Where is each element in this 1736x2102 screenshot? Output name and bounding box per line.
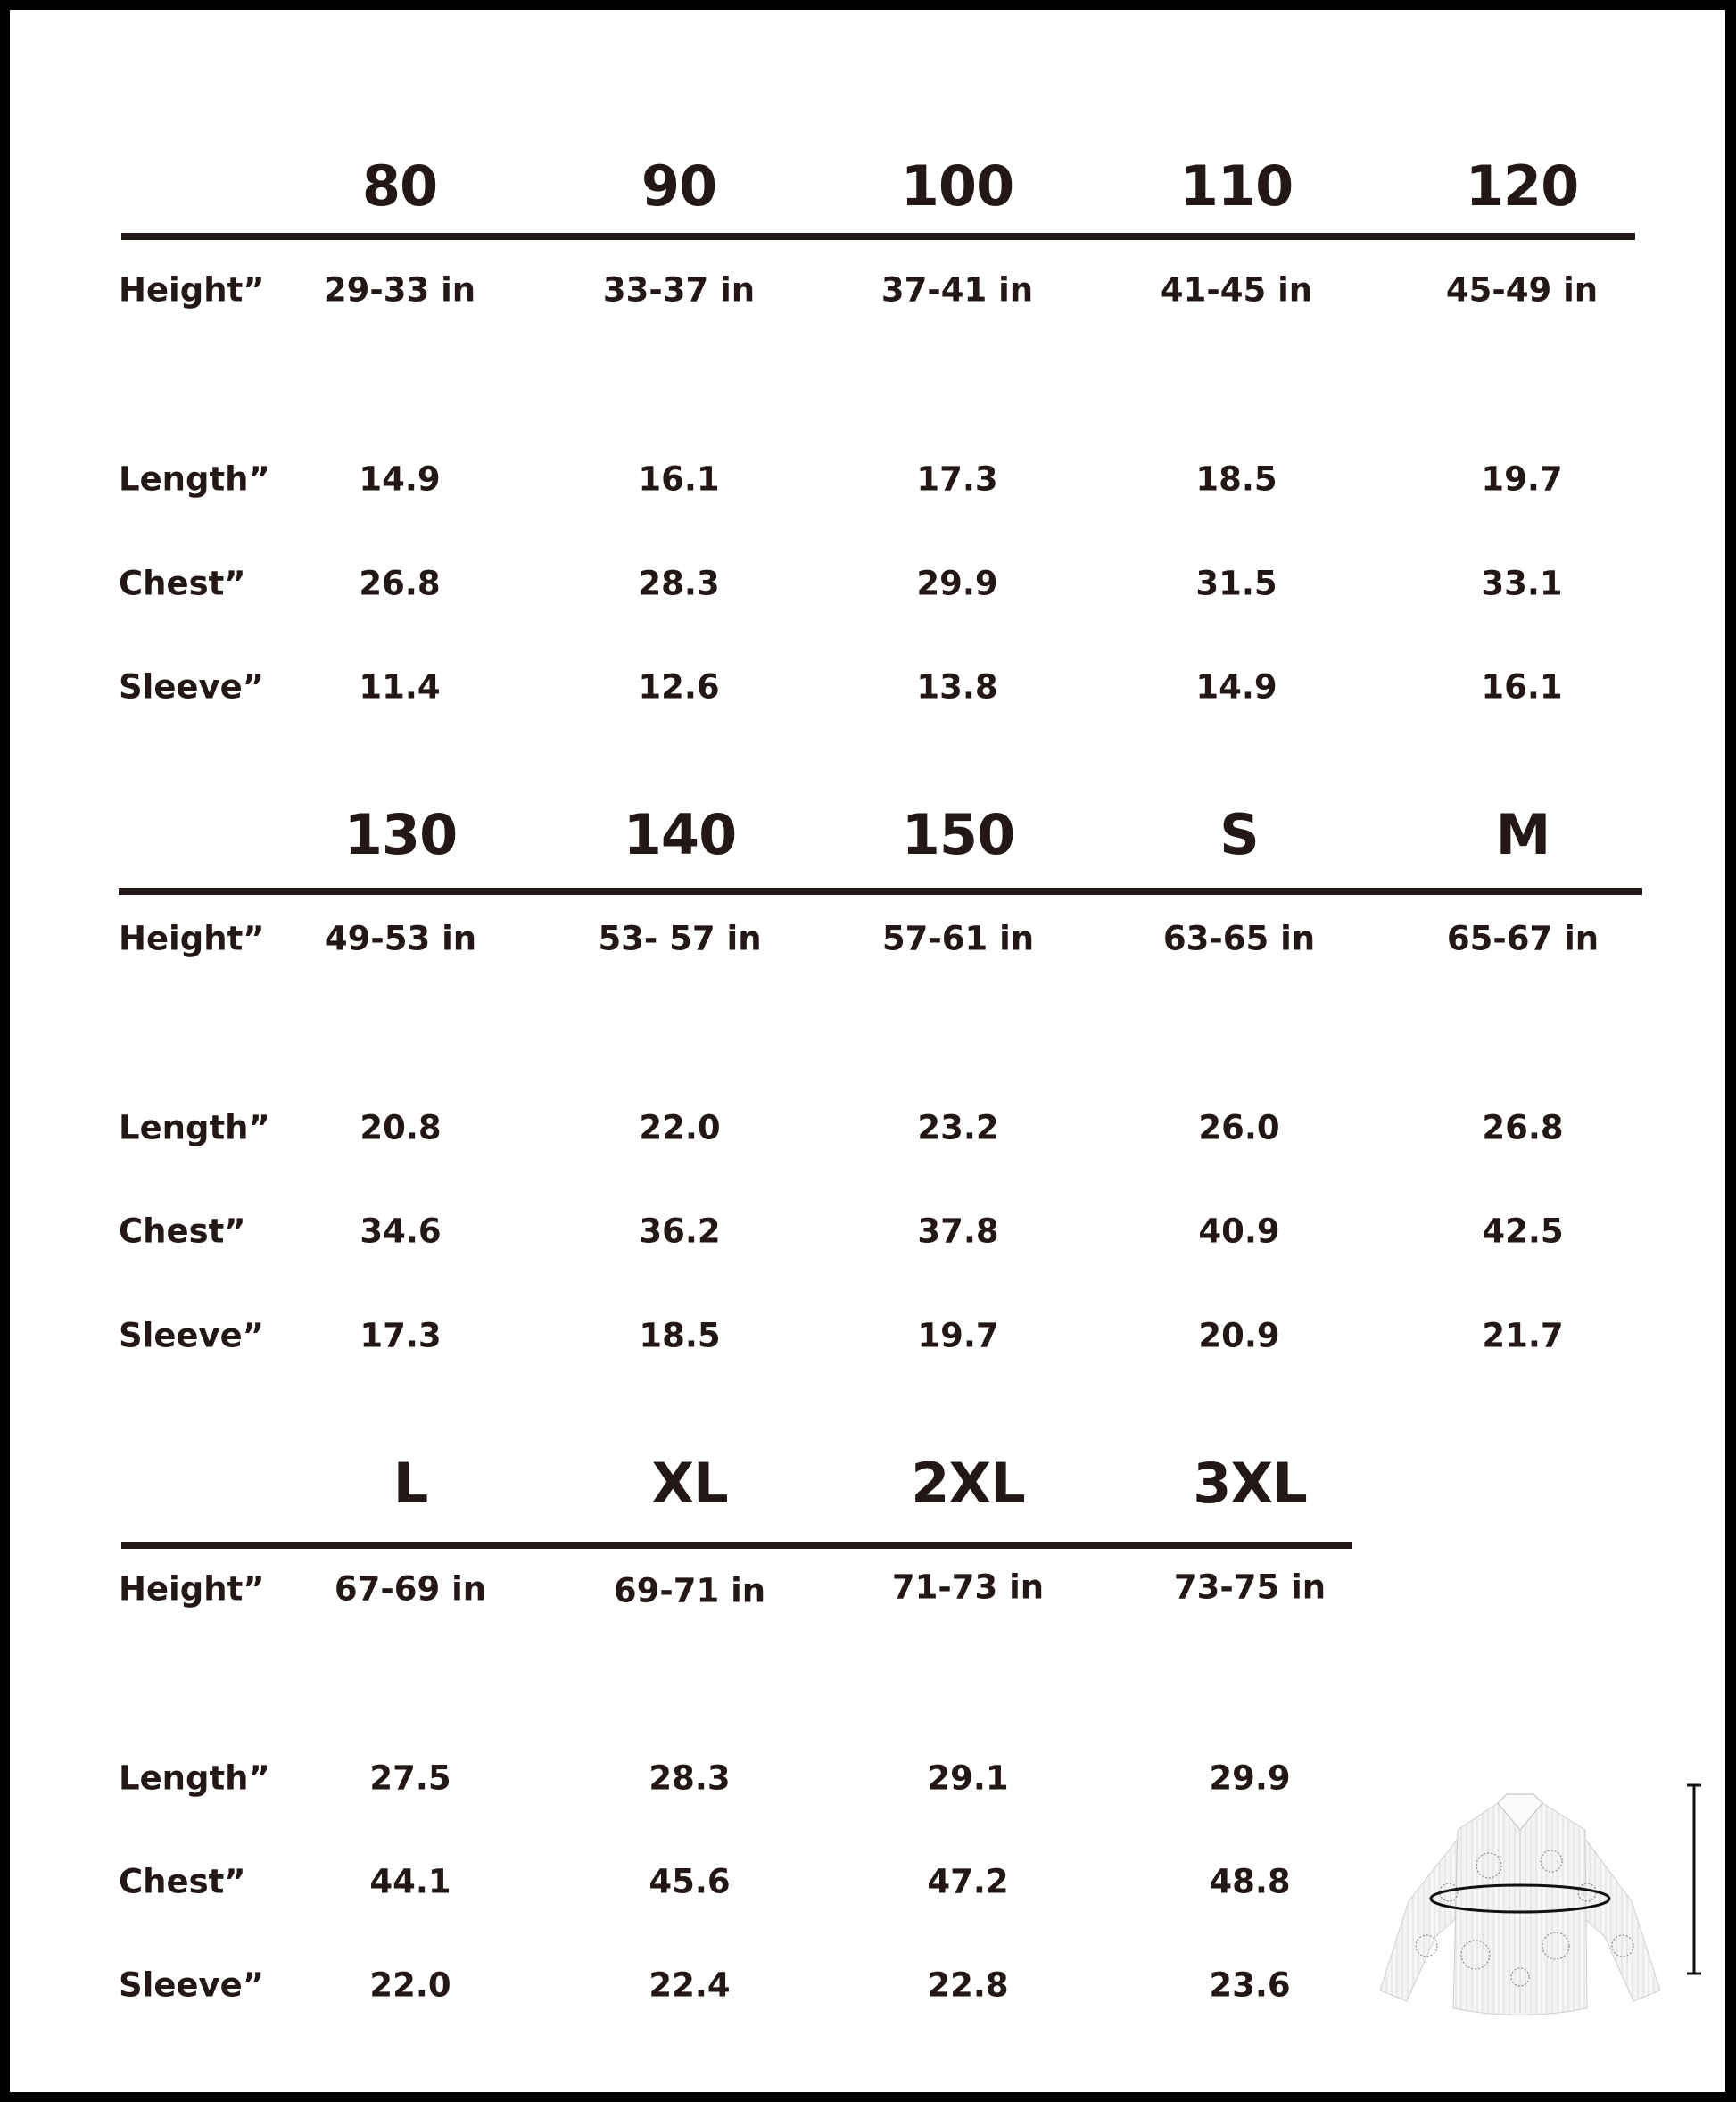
- cell-height: 33-37 in: [602, 270, 756, 310]
- cell-sleeve: 23.6: [1209, 1965, 1291, 2005]
- cell-length: 23.2: [917, 1108, 999, 1147]
- row-label-height: Height”: [119, 919, 265, 958]
- cell-chest: 28.3: [638, 564, 720, 603]
- cell-chest: 48.8: [1209, 1862, 1291, 1901]
- cell-chest: 34.6: [360, 1212, 442, 1251]
- cell-sleeve: 11.4: [359, 667, 441, 707]
- cell-height: 63-65 in: [1162, 919, 1316, 958]
- row-label-chest: Chest”: [119, 564, 246, 603]
- cell-length: 20.8: [360, 1108, 442, 1147]
- size-header-l: L: [393, 1451, 428, 1516]
- row-label-sleeve: Sleeve”: [119, 1316, 265, 1355]
- cell-sleeve: 21.7: [1482, 1316, 1564, 1355]
- row-label-length: Length”: [119, 459, 270, 499]
- cell-sleeve: 12.6: [638, 667, 720, 707]
- cell-sleeve: 22.4: [649, 1965, 731, 2005]
- row-label-height: Height”: [119, 270, 265, 310]
- cell-length: 26.0: [1198, 1108, 1280, 1147]
- size-header-110: 110: [1179, 153, 1294, 219]
- cell-chest: 45.6: [649, 1862, 731, 1901]
- cell-chest: 33.1: [1481, 564, 1563, 603]
- cell-length: 29.9: [1209, 1759, 1291, 1798]
- cell-sleeve: 19.7: [917, 1316, 999, 1355]
- cell-chest: 44.1: [369, 1862, 451, 1901]
- cell-height: 29-33 in: [323, 270, 476, 310]
- cell-height: 67-69 in: [334, 1569, 487, 1609]
- shirt-icon: [1373, 1767, 1667, 2022]
- cell-sleeve: 22.0: [369, 1965, 451, 2005]
- cell-chest: 36.2: [639, 1212, 721, 1251]
- cell-chest: 37.8: [917, 1212, 999, 1251]
- cell-height: 37-41 in: [880, 270, 1034, 310]
- size-header-150: 150: [901, 802, 1015, 867]
- cell-length: 16.1: [638, 459, 720, 499]
- cell-length: 27.5: [369, 1759, 451, 1798]
- size-header-3xl: 3XL: [1193, 1451, 1307, 1516]
- cell-length: 14.9: [359, 459, 441, 499]
- row-label-chest: Chest”: [119, 1212, 246, 1251]
- row-label-length: Length”: [119, 1759, 270, 1798]
- cell-length: 26.8: [1482, 1108, 1564, 1147]
- size-header-80: 80: [361, 153, 438, 219]
- cell-length: 19.7: [1481, 459, 1563, 499]
- row-label-sleeve: Sleeve”: [119, 667, 265, 707]
- size-header-xl: XL: [651, 1451, 728, 1516]
- cell-sleeve: 22.8: [927, 1965, 1009, 2005]
- row-label-length: Length”: [119, 1108, 270, 1147]
- cell-height: 49-53 in: [324, 919, 477, 958]
- size-header-100: 100: [900, 153, 1014, 219]
- cell-sleeve: 18.5: [639, 1316, 721, 1355]
- cell-sleeve: 14.9: [1195, 667, 1277, 707]
- cell-height: 65-67 in: [1446, 919, 1600, 958]
- cell-height: 69-71 in: [613, 1571, 766, 1610]
- header-divider: [119, 888, 1642, 895]
- row-label-sleeve: Sleeve”: [119, 1965, 265, 2005]
- cell-chest: 47.2: [927, 1862, 1009, 1901]
- length-measure-bar-icon: [1685, 1783, 1703, 1975]
- cell-height: 41-45 in: [1160, 270, 1313, 310]
- cell-chest: 29.9: [916, 564, 998, 603]
- cell-length: 28.3: [649, 1759, 731, 1798]
- cell-length: 17.3: [916, 459, 998, 499]
- cell-chest: 40.9: [1198, 1212, 1280, 1251]
- row-label-height: Height”: [119, 1569, 265, 1609]
- shirt-measurement-illustration: [1373, 1767, 1667, 2022]
- cell-sleeve: 17.3: [360, 1316, 442, 1355]
- size-header-90: 90: [641, 153, 717, 219]
- cell-sleeve: 13.8: [916, 667, 998, 707]
- cell-length: 22.0: [639, 1108, 721, 1147]
- cell-height: 57-61 in: [881, 919, 1035, 958]
- cell-height: 45-49 in: [1445, 270, 1599, 310]
- size-header-2xl: 2XL: [911, 1451, 1025, 1516]
- cell-height: 53- 57 in: [598, 919, 762, 958]
- row-label-chest: Chest”: [119, 1862, 246, 1901]
- size-header-130: 130: [343, 802, 458, 867]
- size-chart-sheet: [10, 10, 1725, 2092]
- cell-length: 18.5: [1195, 459, 1277, 499]
- size-header-m: M: [1495, 802, 1550, 867]
- cell-chest: 42.5: [1482, 1212, 1564, 1251]
- cell-height: 71-73 in: [891, 1568, 1045, 1607]
- size-header-s: S: [1219, 802, 1259, 867]
- cell-sleeve: 20.9: [1198, 1316, 1280, 1355]
- cell-sleeve: 16.1: [1481, 667, 1563, 707]
- cell-height: 73-75 in: [1173, 1568, 1327, 1607]
- header-divider: [121, 1542, 1352, 1549]
- cell-chest: 31.5: [1195, 564, 1277, 603]
- size-header-120: 120: [1465, 153, 1579, 219]
- cell-chest: 26.8: [359, 564, 441, 603]
- size-header-140: 140: [623, 802, 737, 867]
- header-divider: [121, 233, 1635, 240]
- cell-length: 29.1: [927, 1759, 1009, 1798]
